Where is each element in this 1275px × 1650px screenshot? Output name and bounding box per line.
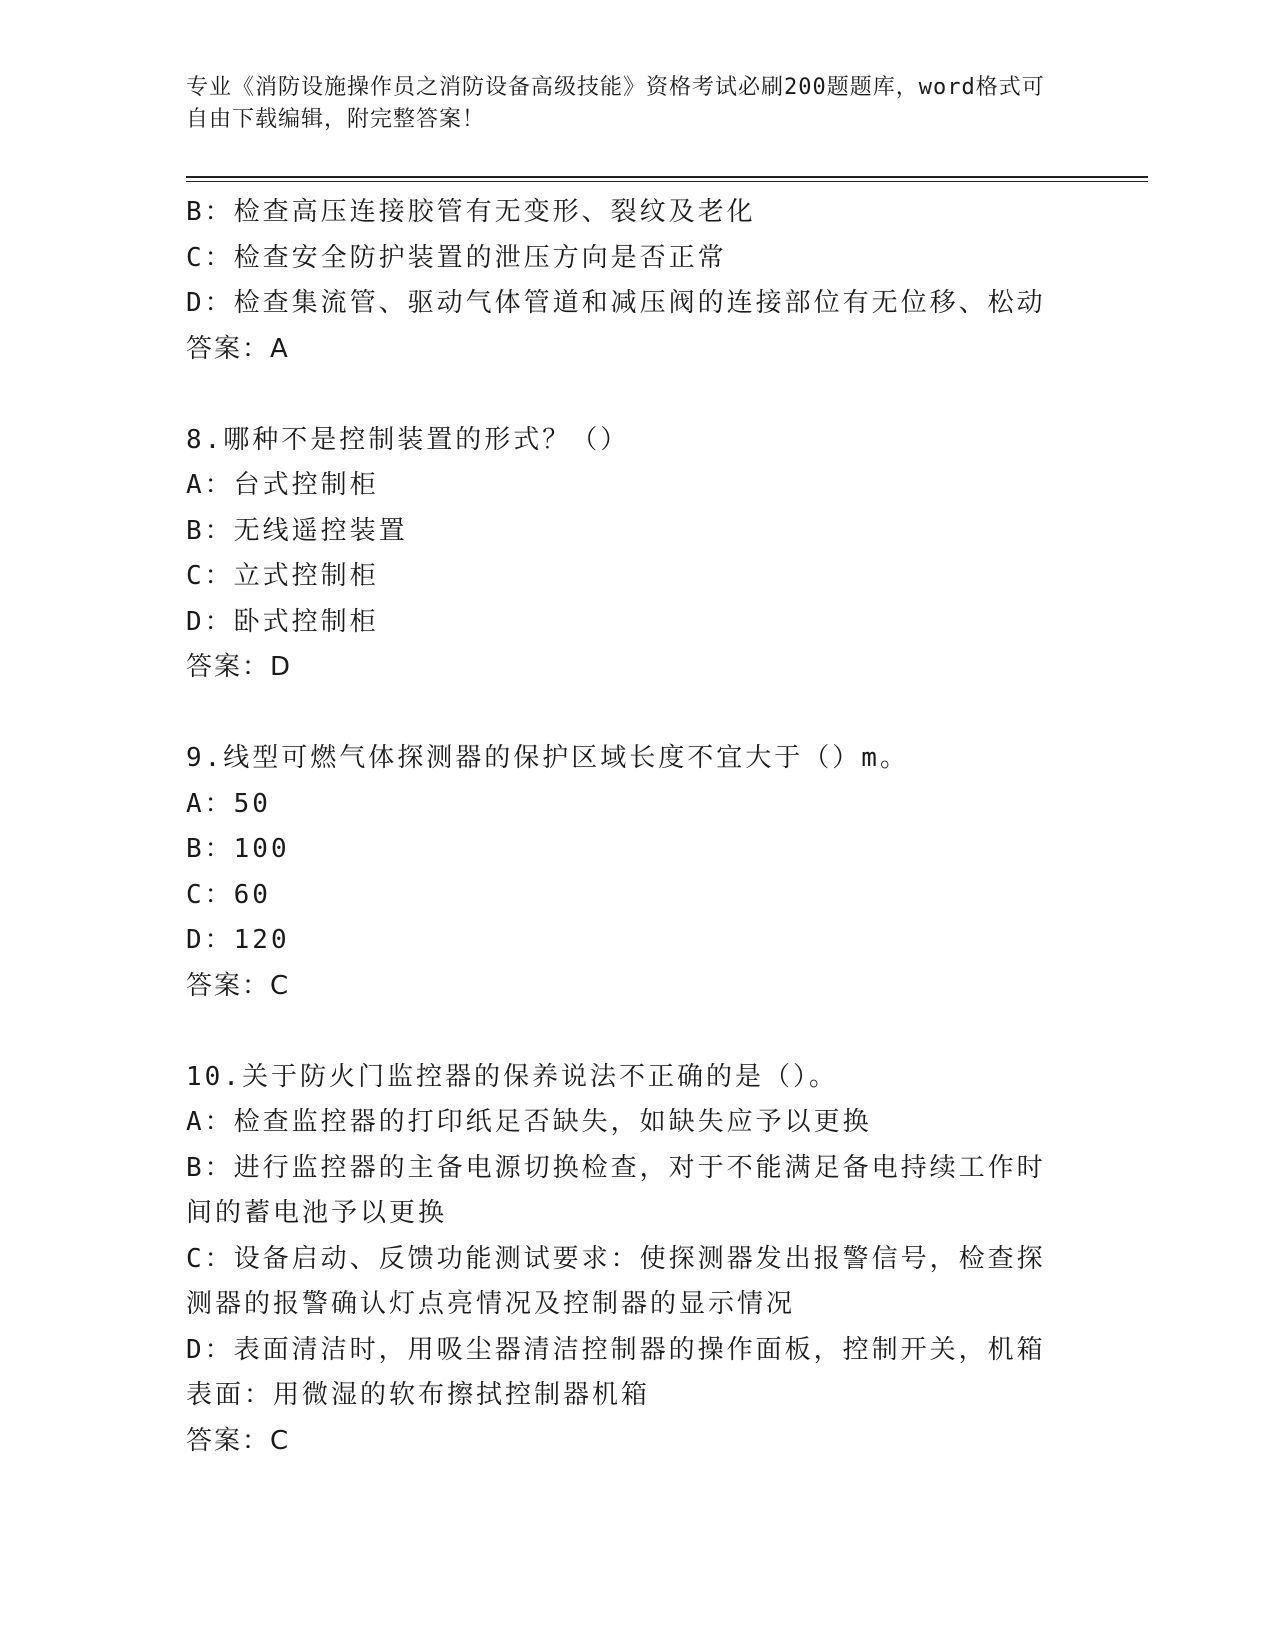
- option-d: D：120: [186, 925, 290, 955]
- question-block-10: [186, 1055, 1066, 1465]
- option-c: C：立式控制柜: [186, 561, 379, 591]
- header-divider-thin: [186, 181, 1148, 182]
- answer-line: 答案：C: [186, 970, 291, 1001]
- question-block-9: [186, 736, 1066, 1009]
- header-divider: [186, 176, 1148, 178]
- question-block-7: [186, 190, 1066, 372]
- option-d: D：卧式控制柜: [186, 606, 379, 637]
- answer-line: 答案：D: [186, 652, 293, 682]
- option-a: A：检查监控器的打印纸足否缺失，如缺失应予以更换: [186, 1107, 872, 1137]
- option-b: B：进行监控器的主备电源切换检查，对于不能满足备电持续工作时间的蓄电池予以更换: [186, 1152, 1046, 1228]
- spacer: [186, 372, 1066, 418]
- option-a: A：台式控制柜: [186, 470, 379, 500]
- answer-line: 答案：C: [186, 1425, 291, 1456]
- option-c: C：60: [186, 879, 271, 910]
- question-stem: 9.线型可燃气体探测器的保护区域长度不宜大于（）m。: [186, 743, 909, 773]
- option-d: D：表面清洁时，用吸尘器清洁控制器的操作面板，控制开关，机箱表面：用微湿的软布擦拭控制器机箱: [186, 1334, 1046, 1410]
- question-stem: 10.关于防火门监控器的保养说法不正确的是（）。: [186, 1061, 838, 1092]
- option-c: C：检查安全防护装置的泄压方向是否正常: [186, 242, 727, 273]
- option-b: B：无线遥控装置: [186, 515, 408, 546]
- document-header: 专业《消防设施操作员之消防设备高级技能》资格考试必刷200题题库，word格式可自由下载编辑，附完整答案！: [186, 75, 1045, 132]
- question-stem: 8.哪种不是控制装置的形式？（）: [186, 424, 630, 455]
- question-list: [186, 190, 1066, 1464]
- option-b: B：检查高压连接胶管有无变形、裂纹及老化: [186, 197, 756, 227]
- option-b: B：100: [186, 834, 290, 864]
- spacer: [186, 691, 1066, 737]
- spacer: [186, 1009, 1066, 1055]
- option-a: A：50: [186, 788, 271, 819]
- option-d: D：检查集流管、驱动气体管道和减压阀的连接部位有无位移、松动: [186, 288, 1046, 318]
- question-block-8: [186, 418, 1066, 691]
- option-c: C：设备启动、反馈功能测试要求：使探测器发出报警信号，检查探测器的报警确认灯点亮情况及控制器的显示情况: [186, 1243, 1046, 1319]
- answer-line: 答案：A: [186, 333, 290, 364]
